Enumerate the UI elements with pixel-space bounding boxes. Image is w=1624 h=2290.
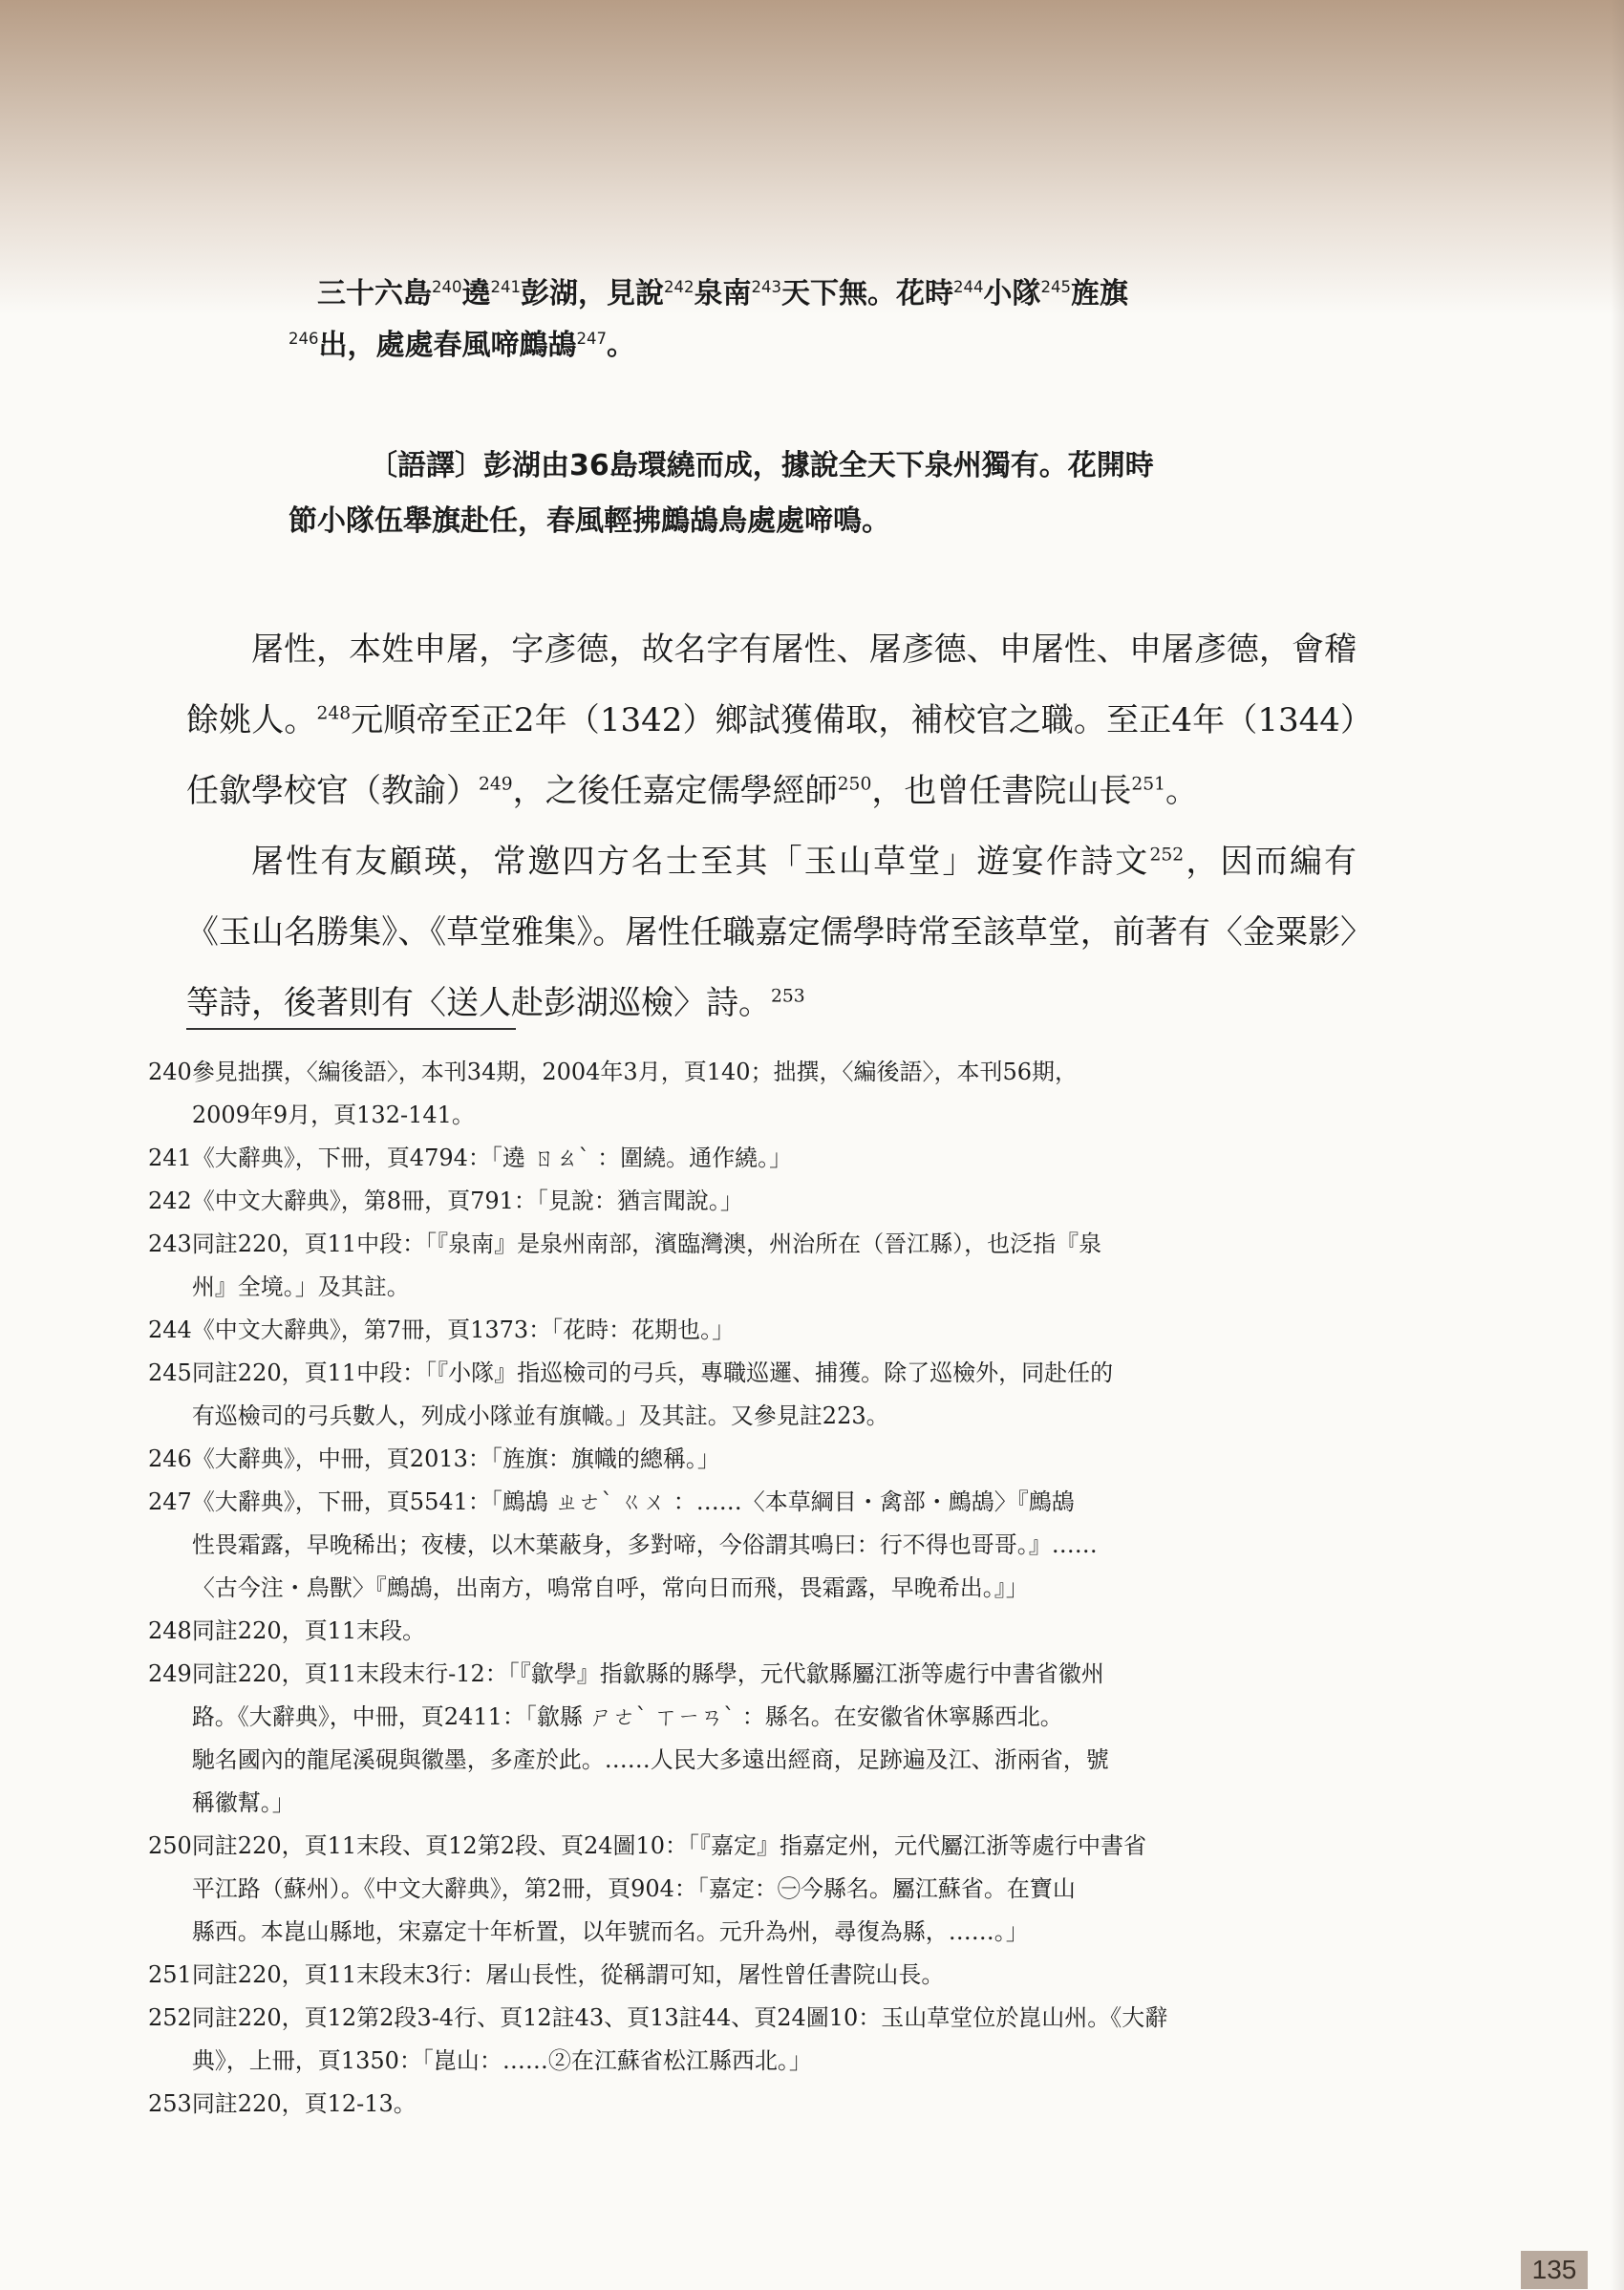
footnote-ref[interactable]: 247 xyxy=(576,330,607,348)
body-text-run: ，也曾任書院山長 xyxy=(871,772,1132,810)
footnote-line: 《大辭典》，下冊，頁4794：「遶 ㄖㄠˋ ：圍繞。通作繞。」 xyxy=(191,1145,793,1171)
footnote-line: 2009年9月，頁132-141。 xyxy=(191,1102,475,1128)
footnote-241 xyxy=(148,1137,1357,1180)
page-number: 135 xyxy=(1521,2251,1588,2289)
footnote-text xyxy=(192,1223,1357,1309)
body-paragraph-1 xyxy=(186,614,1357,826)
footnote-number: 252 xyxy=(148,2004,192,2031)
poem-text: 三十六島 xyxy=(317,277,432,310)
footnote-text xyxy=(192,1653,1357,1825)
footnote-line: 馳名國內的龍尾溪硯與徽墨，多產於此。……人民大多遠出經商，足跡遍及江、浙兩省，號 xyxy=(191,1746,1109,1773)
footnote-line: 〈古今注・鳥獸〉『鷓鴣，出南方，鳴常自呼，常向日而飛，畏霜露，早晚希出。』」 xyxy=(191,1574,1029,1601)
poem-text: 小隊 xyxy=(983,277,1041,310)
footnote-247 xyxy=(148,1481,1357,1610)
footnote-number: 240 xyxy=(148,1059,192,1085)
footnote-line: 參見拙撰，〈編後語〉，本刊34期，2004年3月，頁140；拙撰，〈編後語〉，本刊56期， xyxy=(191,1059,1079,1085)
footnote-ref[interactable]: 244 xyxy=(953,278,984,296)
footnote-245 xyxy=(148,1352,1357,1438)
footnote-243 xyxy=(148,1223,1357,1309)
footnote-242 xyxy=(148,1180,1357,1223)
footnote-line: 性畏霜露，早晚稀出；夜棲，以木葉蔽身，多對啼，今俗謂其鳴曰：行不得也哥哥。』…… xyxy=(191,1531,1098,1558)
poem-text: 出，處處春風啼鷓鴣 xyxy=(318,329,577,362)
body-text xyxy=(186,614,1357,1038)
translation-line-2: 節小隊伍舉旗赴任，春風輕拂鷓鴣鳥處處啼鳴。 xyxy=(288,504,890,538)
footnote-line: 同註220，頁12-13。 xyxy=(191,2090,417,2117)
translation-line-1: 〔語譯〕彭湖由36島環繞而成，據說全天下泉州獨有。花開時 xyxy=(369,449,1154,482)
footnote-number: 247 xyxy=(148,1488,192,1515)
footnote-line: 同註220，頁11末段。 xyxy=(191,1617,426,1644)
footnote-line: 《大辭典》，下冊，頁5541：「鷓鴣 ㄓㄜˋ ㄍㄨ ：……〈本草綱目・禽部・鷓鴣〉『鷓鴣 xyxy=(191,1488,1075,1515)
footnote-line: 同註220，頁12第2段3-4行、頁12註43、頁13註44、頁24圖10：玉山草堂位於崑山州。《大辭 xyxy=(191,2004,1168,2031)
footnote-number: 251 xyxy=(148,1961,192,1988)
footnote-ref[interactable]: 253 xyxy=(771,986,805,1007)
footnote-number: 242 xyxy=(148,1188,192,1214)
footnote-250 xyxy=(148,1825,1357,1954)
footnote-text xyxy=(192,2083,1357,2126)
footnote-ref[interactable]: 252 xyxy=(1149,845,1185,866)
footnote-ref[interactable]: 241 xyxy=(490,278,521,296)
footnote-line: 《中文大辭典》，第8冊，頁791：「見說：猶言聞說。」 xyxy=(191,1188,743,1214)
footnote-line: 同註220，頁11中段：「『泉南』是泉州南部，濱臨灣澳，州治所在（晉江縣），也泛指『泉 xyxy=(191,1231,1102,1257)
footnote-number: 250 xyxy=(148,1832,192,1859)
footnote-text xyxy=(192,1481,1357,1610)
poem-text: 遶 xyxy=(461,277,491,310)
footnote-line: 《中文大辭典》，第7冊，頁1373：「花時：花期也。」 xyxy=(191,1316,736,1343)
footnote-ref[interactable]: 242 xyxy=(664,278,694,296)
footnote-line: 典》，上冊，頁1350：「崑山：……②在江蘇省松江縣西北。」 xyxy=(191,2047,812,2074)
footnote-ref[interactable]: 248 xyxy=(316,703,352,724)
poem-text: 。 xyxy=(607,329,635,362)
footnote-line: 《大辭典》，中冊，頁2013：「旌旗：旗幟的總稱。」 xyxy=(191,1445,720,1472)
poem-text: 彭湖，見說 xyxy=(521,277,664,310)
footnote-ref[interactable]: 249 xyxy=(479,774,513,795)
footnote-number: 244 xyxy=(148,1316,192,1343)
footnote-text xyxy=(192,1051,1357,1137)
body-text-run: ，之後任嘉定儒學經師 xyxy=(512,772,838,810)
footnote-text xyxy=(192,1954,1357,1997)
page-header-shade xyxy=(0,0,1624,315)
footnote-line: 同註220，頁11末段末3行：屠山長性，從稱謂可知，屠性曾任書院山長。 xyxy=(191,1961,945,1988)
body-text-run: 屠性有友顧瑛，常邀四方名士至其「玉山草堂」遊宴作詩文 xyxy=(251,843,1150,881)
footnote-line: 同註220，頁11末段、頁12第2段、頁24圖10：「『嘉定』指嘉定州，元代屬江浙等處行中書省 xyxy=(191,1832,1147,1859)
poem-line-2 xyxy=(288,321,635,363)
footnote-text xyxy=(192,1438,1357,1481)
footnote-number: 246 xyxy=(148,1445,192,1472)
body-text-run: 元順帝至正2年（1342）鄉試獲備取，補校官之職。至正4年（1344）任歙學校官（教諭） xyxy=(186,701,1357,810)
footnote-number: 241 xyxy=(148,1145,192,1171)
footnote-number: 253 xyxy=(148,2090,192,2117)
footnote-252 xyxy=(148,1997,1357,2083)
footnote-line: 縣西。本崑山縣地，宋嘉定十年析置，以年號而名。元升為州，尋復為縣，……。」 xyxy=(191,1918,1029,1945)
footnote-text xyxy=(192,1610,1357,1653)
footnote-ref[interactable]: 246 xyxy=(288,330,319,348)
footnote-number: 249 xyxy=(148,1660,192,1687)
footnote-line: 同註220，頁11末段末行-12：「『歙學』指歙縣的縣學，元代歙縣屬江浙等處行中書省徽州 xyxy=(191,1660,1104,1687)
page-edge-shadow xyxy=(1611,0,1624,2290)
footnote-ref[interactable]: 240 xyxy=(432,278,462,296)
footnote-ref[interactable]: 245 xyxy=(1040,278,1071,296)
footnote-divider xyxy=(186,1028,516,1030)
poem-text: 天下無。花時 xyxy=(781,277,953,310)
footnote-text xyxy=(192,1997,1357,2083)
footnote-line: 稱徽幫。」 xyxy=(191,1789,295,1816)
footnote-line: 路。《大辭典》，中冊，頁2411：「歙縣 ㄕㄜˋ ㄒㄧㄢˋ ：縣名。在安徽省休寧縣西北。 xyxy=(191,1703,1063,1730)
body-text-run: ，因而編有《玉山名勝集》、《草堂雅集》。屠性任職嘉定儒學時常至該草堂，前著有〈金粟影〉等詩，後著則有〈送人赴彭湖巡檢〉詩。 xyxy=(186,843,1357,1022)
footnote-text xyxy=(192,1137,1357,1180)
footnote-253 xyxy=(148,2083,1357,2126)
footnote-240 xyxy=(148,1051,1357,1137)
footnote-text xyxy=(192,1352,1357,1438)
footnote-number: 243 xyxy=(148,1231,192,1257)
footnote-number: 245 xyxy=(148,1359,192,1386)
footnote-ref[interactable]: 250 xyxy=(837,774,872,795)
body-text-run: 。 xyxy=(1165,772,1199,810)
footnote-line: 州』全境。」及其註。 xyxy=(191,1273,410,1300)
footnote-248 xyxy=(148,1610,1357,1653)
footnote-text xyxy=(192,1825,1357,1954)
footnote-249 xyxy=(148,1653,1357,1825)
footnote-line: 同註220，頁11中段：「『小隊』指巡檢司的弓兵，專職巡邏、捕獲。除了巡檢外，同赴任的 xyxy=(191,1359,1114,1386)
footnote-244 xyxy=(148,1309,1357,1352)
footnote-text xyxy=(192,1309,1357,1352)
poem-line-1 xyxy=(317,269,1128,311)
body-paragraph-2 xyxy=(186,826,1357,1038)
footnote-line: 平江路（蘇州）。《中文大辭典》，第2冊，頁904：「嘉定：㊀今縣名。屬江蘇省。在寶山 xyxy=(191,1875,1076,1902)
footnote-text xyxy=(192,1180,1357,1223)
body-text-run: 屠性，本姓申屠，字彥德，故名字有屠性、屠彥德、申屠性、申屠彥德，會稽餘姚人。 xyxy=(186,631,1357,739)
poem-text: 旌旗 xyxy=(1071,277,1128,310)
footnote-251 xyxy=(148,1954,1357,1997)
footnote-ref[interactable]: 251 xyxy=(1131,774,1166,795)
footnote-line: 有巡檢司的弓兵數人，列成小隊並有旗幟。」及其註。又參見註223。 xyxy=(191,1402,889,1429)
footnotes xyxy=(148,1051,1357,2126)
footnote-ref[interactable]: 243 xyxy=(751,278,781,296)
poem-text: 泉南 xyxy=(694,277,752,310)
footnote-number: 248 xyxy=(148,1617,192,1644)
footnote-246 xyxy=(148,1438,1357,1481)
